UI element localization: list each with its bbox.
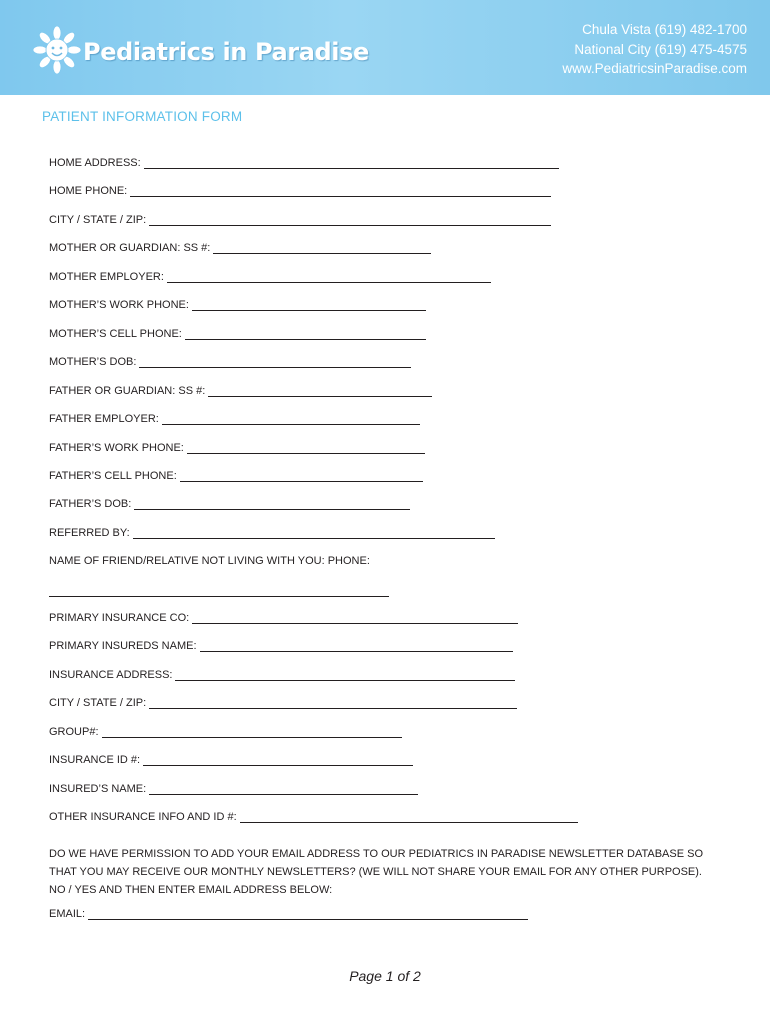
field-label: INSURANCE ID #: bbox=[49, 754, 141, 766]
email-field[interactable] bbox=[49, 908, 528, 920]
field-label: FATHER’S CELL PHONE: bbox=[49, 470, 177, 482]
mother-ss-field[interactable] bbox=[49, 242, 431, 254]
contact-info bbox=[562, 20, 747, 79]
mother-work-phone-field[interactable] bbox=[49, 299, 426, 311]
mother-dob-field[interactable] bbox=[49, 356, 411, 368]
input-line[interactable] bbox=[192, 614, 518, 624]
field-label: CITY / STATE / ZIP: bbox=[49, 214, 147, 226]
friend-relative-field bbox=[49, 555, 370, 567]
field-label: HOME ADDRESS: bbox=[49, 157, 141, 169]
input-line[interactable] bbox=[144, 159, 559, 169]
website-link[interactable]: www.PediatricsinParadise.com bbox=[562, 61, 747, 76]
header-banner bbox=[0, 0, 770, 95]
sun-face-logo-icon bbox=[33, 26, 81, 74]
newsletter-permission-text: DO WE HAVE PERMISSION TO ADD YOUR EMAIL ADDRESS TO OUR PEDIATRICS IN PARADISE NEWSLETTER DATABASE SO THAT YOU MAY RECEIVE OUR MONTHLY NEWSLETTERS? (WE WILL NOT SHARE YOUR EMAIL FOR ANY OTHER PURPOSE). NO / YES AND THEN ENTER EMAIL ADDRESS BELOW: bbox=[49, 848, 704, 896]
input-line[interactable] bbox=[133, 529, 495, 539]
field-label: MOTHER’S WORK PHONE: bbox=[49, 299, 189, 311]
field-label: PRIMARY INSURANCE CO: bbox=[49, 612, 190, 624]
field-label: REFERRED BY: bbox=[49, 527, 130, 539]
mother-employer-field[interactable] bbox=[49, 271, 491, 283]
home-address-field[interactable] bbox=[49, 157, 559, 169]
group-number-field[interactable] bbox=[49, 726, 402, 738]
input-line[interactable] bbox=[130, 187, 551, 197]
father-employer-field[interactable] bbox=[49, 413, 420, 425]
input-line[interactable] bbox=[102, 728, 402, 738]
father-work-phone-field[interactable] bbox=[49, 442, 425, 454]
field-label: MOTHER OR GUARDIAN: SS #: bbox=[49, 242, 211, 254]
input-line[interactable] bbox=[143, 756, 413, 766]
insurance-address-field[interactable] bbox=[49, 669, 515, 681]
input-line[interactable] bbox=[88, 910, 528, 920]
field-label: CITY / STATE / ZIP: bbox=[49, 697, 147, 709]
field-label: GROUP#: bbox=[49, 726, 99, 738]
input-line[interactable] bbox=[187, 444, 425, 454]
field-label: MOTHER EMPLOYER: bbox=[49, 271, 164, 283]
insurance-id-field[interactable] bbox=[49, 754, 413, 766]
input-line[interactable] bbox=[185, 330, 426, 340]
chula-vista-phone: Chula Vista (619) 482-1700 bbox=[582, 22, 747, 37]
input-line[interactable] bbox=[162, 415, 420, 425]
other-insurance-field[interactable] bbox=[49, 811, 578, 823]
father-dob-field[interactable] bbox=[49, 498, 410, 510]
input-line[interactable] bbox=[134, 500, 410, 510]
field-label: NAME OF FRIEND/RELATIVE NOT LIVING WITH YOU: PHONE: bbox=[49, 555, 370, 567]
city-state-zip-field[interactable] bbox=[49, 214, 551, 226]
field-label: MOTHER’S DOB: bbox=[49, 356, 137, 368]
input-line[interactable] bbox=[200, 642, 513, 652]
input-line[interactable] bbox=[208, 387, 432, 397]
input-line[interactable] bbox=[149, 699, 517, 709]
input-line[interactable] bbox=[149, 785, 418, 795]
input-line[interactable] bbox=[149, 216, 551, 226]
father-cell-phone-field[interactable] bbox=[49, 470, 423, 482]
input-line[interactable] bbox=[175, 671, 515, 681]
brand-name: Pediatrics in Paradise bbox=[83, 38, 369, 66]
father-ss-field[interactable] bbox=[49, 385, 432, 397]
friend-relative-input-line[interactable] bbox=[49, 595, 389, 597]
mother-cell-phone-field[interactable] bbox=[49, 328, 426, 340]
input-line[interactable] bbox=[213, 244, 431, 254]
field-label: PRIMARY INSUREDS NAME: bbox=[49, 640, 197, 652]
field-label: MOTHER’S CELL PHONE: bbox=[49, 328, 182, 340]
primary-insurance-co-field[interactable] bbox=[49, 612, 518, 624]
field-label: FATHER’S WORK PHONE: bbox=[49, 442, 184, 454]
page-number: Page 1 of 2 bbox=[349, 968, 421, 984]
field-label: INSURANCE ADDRESS: bbox=[49, 669, 173, 681]
home-phone-field[interactable] bbox=[49, 185, 551, 197]
insureds-name-field[interactable] bbox=[49, 783, 418, 795]
field-label: FATHER’S DOB: bbox=[49, 498, 132, 510]
field-label: OTHER INSURANCE INFO AND ID #: bbox=[49, 811, 237, 823]
referred-by-field[interactable] bbox=[49, 527, 495, 539]
insurance-city-state-zip-field[interactable] bbox=[49, 697, 517, 709]
national-city-phone: National City (619) 475-4575 bbox=[574, 41, 747, 57]
field-label: FATHER OR GUARDIAN: SS #: bbox=[49, 385, 206, 397]
input-line[interactable] bbox=[240, 813, 578, 823]
input-line[interactable] bbox=[180, 472, 423, 482]
field-label: EMAIL: bbox=[49, 908, 86, 920]
field-label: HOME PHONE: bbox=[49, 185, 128, 197]
field-label: INSURED’S NAME: bbox=[49, 783, 147, 795]
input-line[interactable] bbox=[139, 358, 411, 368]
field-label: FATHER EMPLOYER: bbox=[49, 413, 159, 425]
input-line[interactable] bbox=[192, 301, 426, 311]
form-title: PATIENT INFORMATION FORM bbox=[42, 109, 243, 124]
input-line[interactable] bbox=[167, 273, 491, 283]
primary-insureds-name-field[interactable] bbox=[49, 640, 513, 652]
